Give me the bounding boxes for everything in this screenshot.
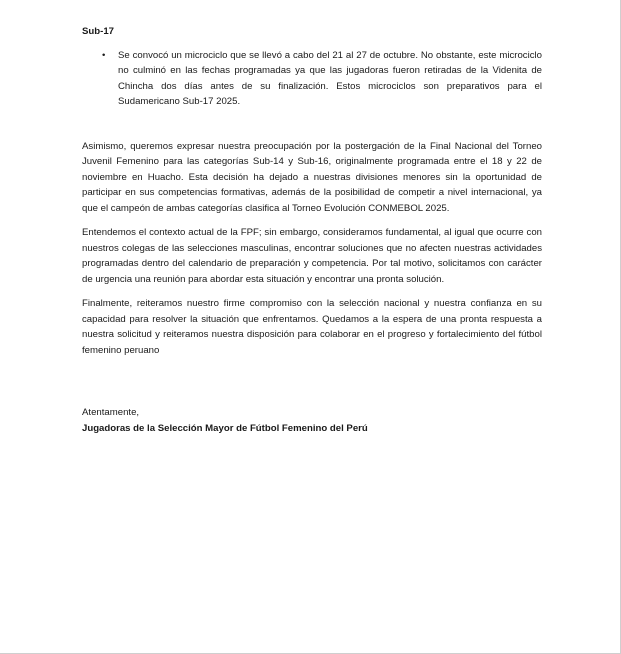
bullet-list: [82, 48, 542, 110]
bullet-item: [102, 48, 542, 110]
bullet-text: Se convocó un microciclo que se llevó a cabo del 21 al 27 de octubre. No obstante, este microciclo no culminó en las fechas programadas ya que las jugadoras fueron retiradas de la Videnita de Chincha dos días antes de su finalización. Estos microciclos son preparativos para el Sudamericano Sub-17 2025.: [118, 49, 542, 107]
paragraph: Entendemos el contexto actual de la FPF; sin embargo, consideramos fundamental, al igual que ocurre con nuestros colegas de las selecciones masculinas, encontrar soluciones que no afecten nuestras actividades programadas dentro del calendario de preparación y competencia. Por tal motivo, solicitamos con carácter de urgencia una reunión para abordar esta situación y encontrar una pronta solución.: [82, 227, 542, 285]
signature-line: Jugadoras de la Selección Mayor de Fútbol Femenino del Perú: [82, 422, 368, 434]
section-heading: Sub-17: [82, 26, 114, 37]
bullet-marker: •: [102, 49, 106, 61]
document-body: [82, 24, 542, 436]
paragraph: Finalmente, reiteramos nuestro firme compromiso con la selección nacional y nuestra confianza en su capacidad para resolver la situación que enfrentamos. Quedamos a la espera de una pronta respuesta a nuestra solicitud y reiteramos nuestra disposición para colaborar en el progreso y fortalecimiento del fútbol femenino peruano: [82, 298, 542, 356]
paragraph: Asimismo, queremos expresar nuestra preocupación por la postergación de la Final Nacional del Torneo Juvenil Femenino para las categorías Sub-14 y Sub-16, originalmente programada entre el 18 y 22 de noviembre en Huacho. Esta decisión ha dejado a nuestras divisiones menores sin la oportunidad de participar en sus competencias formativas, además de la posibilidad de competir a nivel internacional, ya que el campeón de ambas categorías clasifica al Torneo Evolución CONMEBOL 2025.: [82, 140, 542, 214]
closing-line: Atentamente,: [82, 407, 140, 418]
